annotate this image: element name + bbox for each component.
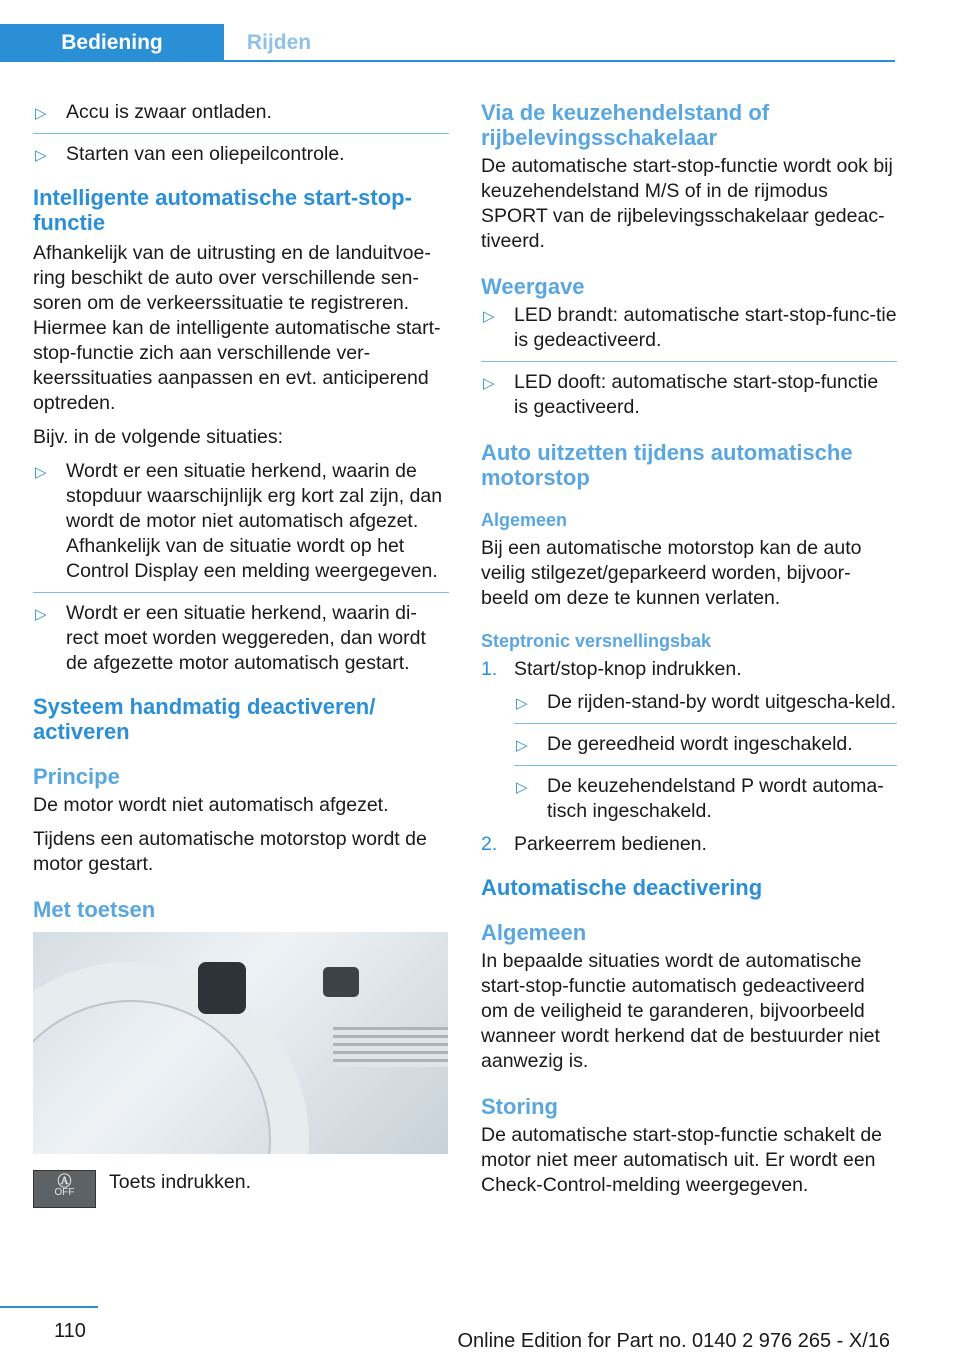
heading-algemeen: Algemeen [481,510,568,530]
air-vent-shape [333,1027,448,1067]
triangle-bullet-icon: ▷ [516,737,528,754]
triangle-bullet-icon: ▷ [483,375,495,392]
step-item: 1. Start/stop-knop indrukken. ▷ De rijden-stand-by wordt uitgescha-keld. ▷ De gereedheid wordt ingeschakeld. ▷ De keuzehendelstand P wordt automa-tisch ingeschakeld. [481,658,897,822]
numbered-steps [481,657,897,857]
heading-met-toetsen: Met toetsen [33,897,156,922]
list-item: ▷ LED brandt: automatische start-stop-func-tie is gedeactiveerd. [481,303,897,362]
edition-footer: Online Edition for Part no. 0140 2 976 265 - X/16 [457,1330,890,1352]
heading-weergave: Weergave [481,274,585,299]
key-instruction-text: Toets indrukken. [109,1171,251,1193]
step-item: 2. Parkeerrem bedienen. [481,833,707,855]
triangle-bullet-icon: ▷ [516,779,528,796]
triangle-bullet-icon: ▷ [35,105,47,122]
bullet-list-situaties [33,459,449,676]
heading-systeem: Systeem handmatig deactiveren/ activeren [33,694,376,744]
list-item: ▷ De gereedheid wordt ingeschakeld. [514,732,897,766]
bullet-list-top [33,100,449,167]
triangle-bullet-icon: ▷ [483,308,495,325]
steering-wheel-shape [33,962,309,1154]
list-item: ▷ Starten van een oliepeilcontrole. [33,142,449,167]
heading-storing: Storing [481,1094,558,1119]
auto-start-stop-button-shape [323,967,359,997]
paragraph: Tijdens een automatische motorstop wordt de motor gestart. [33,828,427,875]
triangle-bullet-icon: ▷ [516,695,528,712]
list-item: ▷ Wordt er een situatie herkend, waarin di-rect moet worden weggereden, dan wordt de afgezette motor automatisch gestart. [35,602,426,674]
header-tabs [0,0,895,62]
triangle-bullet-icon: ▷ [35,147,47,164]
paragraph: Bij een automatische motorstop kan de auto veilig stilgezet/geparkeerd worden, bijvoor-beeld om deze te kunnen verlaten. [481,537,862,609]
triangle-bullet-icon: ▷ [35,464,47,481]
paragraph: In bepaalde situaties wordt de automatische start-stop-functie automatisch gedeactiveerd om de veiligheid te garanderen, bijvoorbeeld wanneer wordt herkend dat de bestuurder niet aanwezig is. [481,950,880,1072]
paragraph: De automatische start-stop-functie schakelt de motor niet meer automatisch uit. Er wordt een Check-Control-melding weergegeven. [481,1124,883,1196]
heading-principe: Principe [33,764,120,789]
paragraph: Afhankelijk van de uitrusting en de landuitvoe-ring beschikt de auto over verschillende sen-soren om de verkeerssituatie te registreren. Hiermee kan de intelligente automatische start-stop-functie zich aan verschillende ver-keerssituaties aanpassen en evt. anticiperend optreden. [33,242,441,414]
paragraph: Bijv. in de volgende situaties: [33,426,284,448]
list-item: ▷ De rijden-stand-by wordt uitgescha-keld. [514,690,897,724]
paragraph: De automatische start-stop-functie wordt ook bij keuzehendelstand M/S of in de rijmodus SPORT van de rijbelevingsschakelaar gedeac-tiveerd. [481,155,893,252]
heading-uitzetten: Auto uitzetten tijdens automatische motorstop [481,440,853,490]
list-item: ▷ Wordt er een situatie herkend, waarin de stopduur waarschijnlijk erg kort zal zijn, dan wordt de motor niet automatisch afgezet. Afhankelijk van de situatie wordt op het Control Display een melding weergegeven. [33,459,449,593]
heading-steptronic: Steptronic versnellingsbak [481,631,712,651]
paragraph: De motor wordt niet automatisch afgezet. [33,794,389,816]
header-divider [0,60,895,62]
heading-intelligent: Intelligente automatische start-stop-functie [33,185,412,235]
heading-auto-deactivering: Automatische deactivering [481,875,763,900]
bullet-list-weergave [481,303,897,420]
list-item: ▷ De keuzehendelstand P wordt automa-tisch ingeschakeld. [516,775,884,822]
heading-algemeen-2: Algemeen [481,920,587,945]
page-number: 110 [54,1320,86,1342]
footer-divider [0,1306,98,1308]
sub-bullet-list [514,690,897,824]
tab-bediening[interactable]: Bediening [0,24,224,61]
heading-via: Via de keuzehendelstand of rijbelevingsschakelaar [481,100,770,150]
list-item: ▷ LED dooft: automatische start-stop-functie is geactiveerd. [483,371,879,418]
triangle-bullet-icon: ▷ [35,606,47,623]
auto-start-stop-off-icon: Ⓐ OFF [33,1170,96,1208]
tab-rijden[interactable]: Rijden [246,30,312,54]
dashboard-photo [33,932,448,1154]
left-column [33,100,449,1208]
list-item: ▷ Accu is zwaar ontladen. [33,100,449,134]
start-knob-shape [198,962,246,1014]
key-instruction [33,1170,449,1208]
right-column [481,100,897,1207]
